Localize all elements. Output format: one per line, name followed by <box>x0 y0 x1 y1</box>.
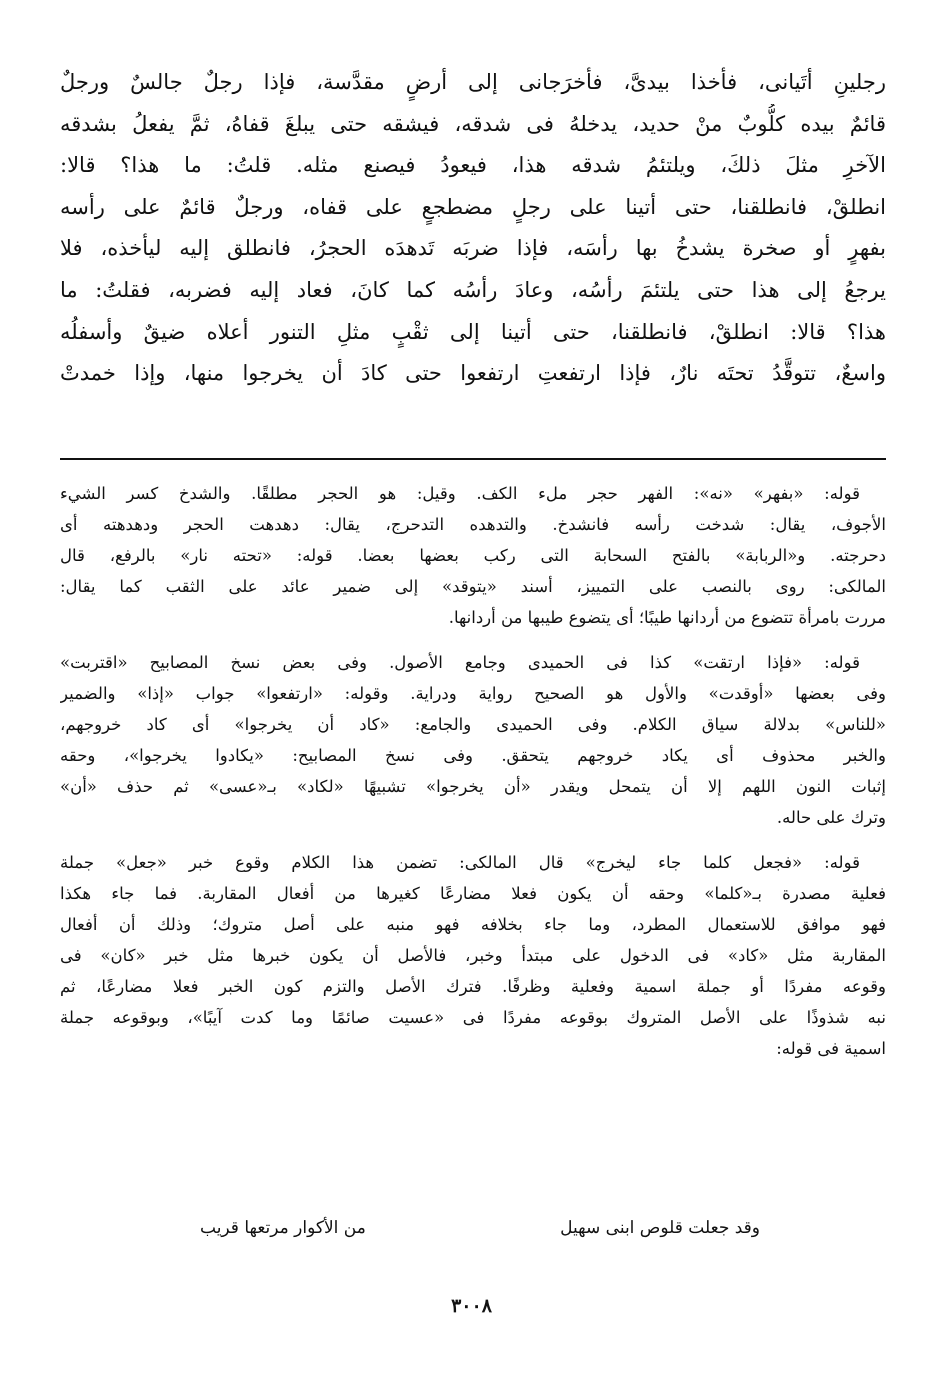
footnote-line: فعلية مصدرة بـ«كلما» وحقه أن يكون فعلا مضارعًا كغيرها من أفعال المقاربة. فما جاء هكذا <box>60 884 886 903</box>
footnote-line: نبه شذوذًا على الأصل المتروك بوقوعه مفردًا فى «عسيت صائمًا وما كدت آيبًا»، وبوقوعه جملة <box>60 1008 886 1027</box>
footnote-line: المقاربة مثل «كاد» فى الدخول على مبتدأ وخبر، فالأصل أن يكون خبرها مثل خبر «كان» فى <box>60 946 886 965</box>
footnote-line: وترك على حاله. <box>776 808 886 827</box>
footnote-line: والخبر محذوف أى يكاد خروجهم يتحقق. وفى نسخ المصابيح: «يكادوا يخرجوا»، وحقه <box>60 746 886 765</box>
footnote-line: الأجوف، يقال: شدخت رأسه فانشدخ. والتدهده التدحرج، يقال: دهدهت الحجر ودهدهته أى <box>60 515 886 534</box>
main-text-line: انطلقْ، فانطلقنا، حتى أتينا على رجلٍ مضطجعٍ على قفاه، ورجلٌ قائمٌ على رأسه <box>60 194 886 219</box>
footnote-line: وقوعه مفردًا أو جملة اسمية وفعلية وظرفًا. فترك الأصل والتزم كون الخبر فعلا مضارعًا، ثم <box>60 977 886 996</box>
main-text-line: هذا؟ قالا: انطلقْ، فانطلقنا، حتى أتينا إلى ثقْبٍ مثلِ التنور أعلاه ضيقٌ وأسفلُه <box>60 319 886 344</box>
main-text-line: يرجعُ إلى هذا حتى يلتئمَ رأسُه، وعادَ رأسُه كما كانَ، فعاد إليه فضربه، فقلتُ: ما <box>60 277 886 302</box>
footnote-line: إثبات النون اللهم إلا أن يتمحل ويقدر «أن يخرجوا» تشبيهًا «لكاد» بـ«عسى» ثم حذف «أن» <box>60 777 886 796</box>
page-number: ٣٠٠٨ <box>451 1295 492 1317</box>
footnote-line: مررت بامرأة تتضوع من أردانها طيبًا؛ أى يتضوع طيبها من أردانها. <box>448 608 886 627</box>
footnote-line: وفى بعضها «أوقدت» والأول هو الصحيح رواية ودراية. وقوله: «ارتفعوا» جواب «إذا» والضمير <box>60 684 886 703</box>
verse-first-hemistich: وقد جعلت قلوص ابنى سهيل <box>560 1218 760 1238</box>
main-text-line: قائمٌ بيده كلُّوبٌ منْ حديد، يدخلهُ فى شدقه، فيشقه حتى يبلغَ قفاهُ، ثمَّ يفعلُ بشدقه <box>60 111 886 136</box>
footnote-line: فهو موافق للاستعمال المطرد، وما جاء بخلافه فهو منبه على أصل متروك؛ وذلك أن أفعال <box>60 915 886 934</box>
footnote-line: قوله: «فإذا ارتقت» كذا فى الحميدى وجامع الأصول. وفى بعض نسخ المصابيح «اقتربت» <box>60 653 860 672</box>
footnote-paragraph <box>60 647 886 833</box>
footnote-line: قوله: «فجعل كلما جاء ليخرج» قال المالكى: تضمن هذا الكلام وقوع خبر «جعل» جملة <box>60 853 860 872</box>
main-text <box>60 62 886 395</box>
main-text-line: رجلينِ أتَيانى، فأخذا بيدىَّ، فأخرَجانى إلى أرضٍ مقدَّسة، فإذا رجلٌ جالسٌ ورجلٌ <box>60 70 886 94</box>
footnote-line: المالكى: روى بالنصب على التمييز، أسند «يتوقد» إلى ضمير عائد على الثقب كما يقال: <box>60 577 886 596</box>
footnote-line: اسمية فى قوله: <box>776 1039 886 1058</box>
main-text-line: واسعٌ، تتوقَّدُ تحتَه نارٌ، فإذا ارتفعتِ ارتفعوا حتى كادَ أن يخرجوا منها، وإذا خمدتْ <box>60 361 886 386</box>
footnote-line: دحرجته. و«الربابة» بالفتح السحابة التى ركب بعضها بعضا. قوله: «تحته نار» بالرفع، قال <box>60 546 886 565</box>
footnote-line: «للناس» بدلالة سياق الكلام. وفى الحميدى والجامع: «كاد أن يخرجوا» أى كاد خروجهم، <box>60 715 886 734</box>
footnotes <box>60 478 886 1064</box>
main-text-line: الآخرِ مثلَ ذلكَ، ويلتئمُ شدقه هذا، فيعودُ فيصنع مثله. قلتُ: ما هذا؟ قالا: <box>60 153 886 178</box>
footnote-paragraph <box>60 478 886 633</box>
footnote-divider <box>60 458 886 460</box>
footnote-paragraph <box>60 847 886 1064</box>
poetry-verse <box>200 1218 760 1238</box>
footnote-line: قوله: «بفهر» «نه»: الفهر حجر ملء الكف. وقيل: هو الحجر مطلقًا. والشدخ كسر الشيء <box>60 484 860 503</box>
main-text-line: بفهرٍ أو صخرة يشدخُ بها رأسَه، فإذا ضربَه تَدهدَه الحجرُ، فانطلق إليه ليأخذه، فلا <box>60 236 886 261</box>
verse-second-hemistich: من الأكوار مرتعها قريب <box>200 1218 366 1238</box>
